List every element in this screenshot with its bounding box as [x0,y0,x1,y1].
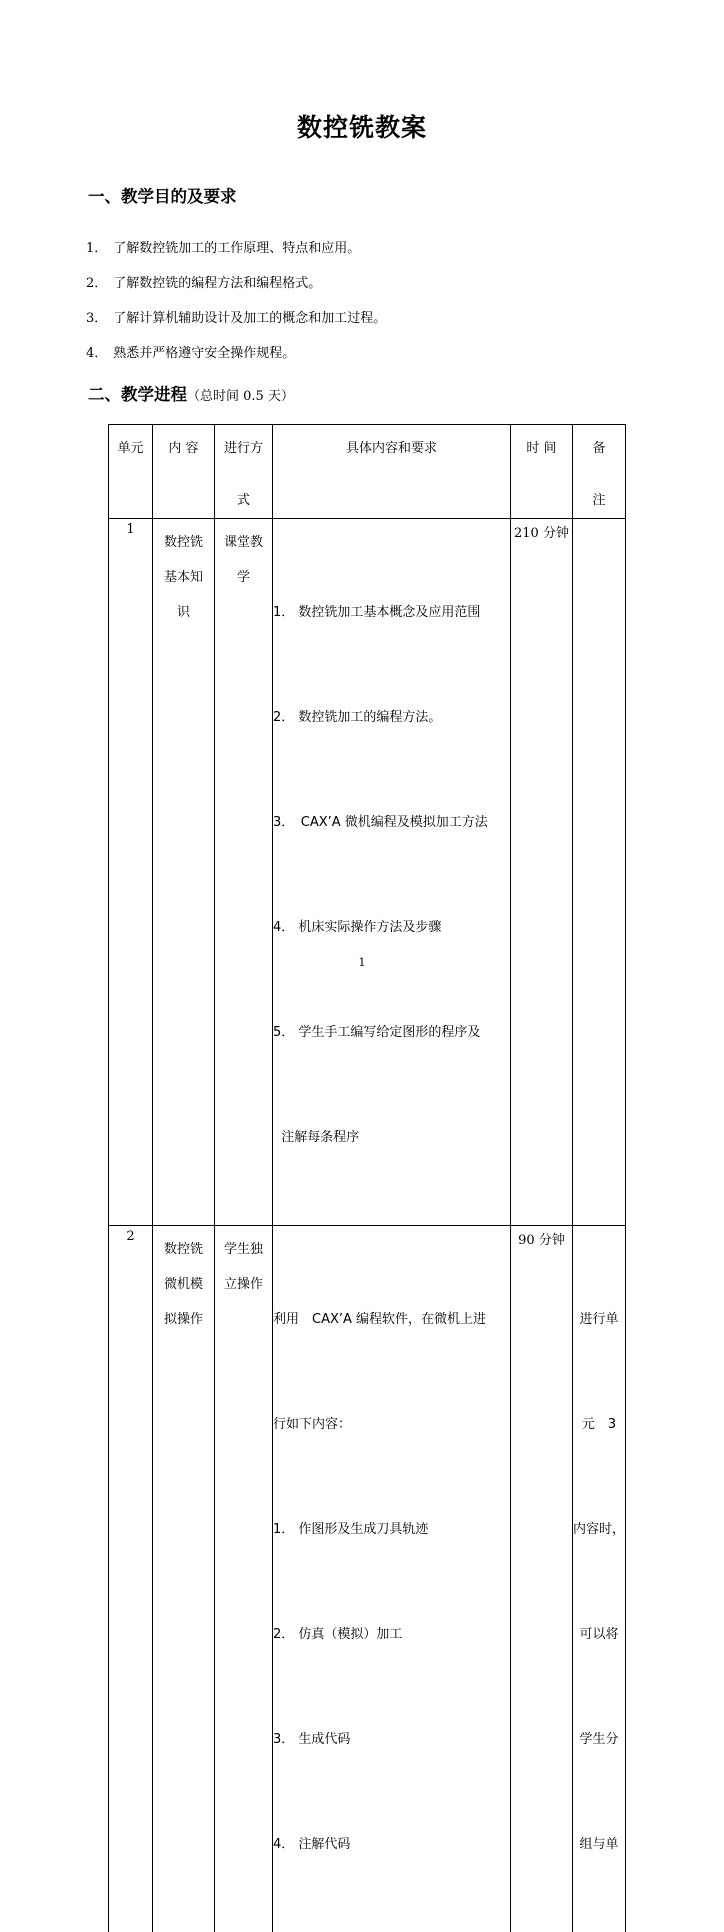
content-line: 基本知 [153,560,214,595]
section-heading-schedule [88,381,294,405]
remark-line: 元 3 [573,1407,625,1442]
method-cell [215,519,273,1226]
content-cell [153,519,215,1226]
remark-line: 可以将 [573,1617,625,1652]
header-content-text: 内 容 [153,425,214,466]
header-remark [573,425,626,519]
method-line: 学 [215,560,272,595]
details-line: 2． 数控铣加工的编程方法。 [273,700,510,735]
remark-line: 进行单 [573,1302,625,1337]
details-line: 2． 仿真（模拟）加工 [273,1617,510,1652]
remark-line: 学生分 [573,1722,625,1757]
objective-item [86,307,386,326]
details-line: 5． 学生手工编写给定图形的程序及 [273,1015,510,1050]
objective-item [86,272,321,291]
page-number: 1 [0,956,724,969]
total-time-note: （总时间 0.5 天） [187,389,294,404]
header-details [273,425,511,519]
unit-number: 2 [109,1226,152,1246]
method-cell [215,1226,273,1932]
document-title: 数控铣教案 [0,108,724,144]
header-time-text: 时 间 [511,425,572,466]
details-line: 3． CAX’A 微机编程及模拟加工方法 [273,805,510,840]
objective-item [86,237,360,256]
objective-text: 了解数控铣加工的工作原理、特点和应用。 [113,241,360,256]
objective-number: 1． [86,241,107,256]
details-line: 4． 注解代码 [273,1827,510,1862]
header-unit [109,425,153,519]
time-value: 90 分钟 [511,1226,572,1252]
table-row [109,1226,626,1932]
details-line: 1． 作图形及生成刀具轨迹 [273,1512,510,1547]
content-cell [153,1226,215,1932]
header-remark-text-2: 注 [573,483,625,518]
details-cell [273,1226,511,1932]
details-line: 4． 机床实际操作方法及步骤 [273,910,510,945]
remark-cell [573,1226,626,1932]
header-method [215,425,273,519]
objective-text: 了解数控铣的编程方法和编程格式。 [113,276,321,291]
content-line: 识 [153,595,214,630]
objective-number: 3． [86,311,107,326]
objective-item [86,342,295,361]
unit-number: 1 [109,519,152,539]
table-header-row [109,425,626,519]
method-line: 学生独 [215,1232,272,1267]
details-line: 行如下内容： [273,1407,510,1442]
header-method-text-2: 式 [215,483,272,518]
content-line: 数控铣 [153,1232,214,1267]
section-heading-text: 二、教学进程 [88,385,187,404]
time-cell [511,519,573,1226]
time-value: 210 分钟 [511,519,572,545]
content-line: 数控铣 [153,525,214,560]
unit-cell [109,519,153,1226]
header-method-text-1: 进行方 [215,425,272,466]
table-row [109,519,626,1226]
remark-line: 内容时， [573,1512,625,1547]
content-line: 拟操作 [153,1302,214,1337]
details-line: 注解每条程序 [273,1120,510,1155]
details-cell [273,519,511,1226]
objective-text: 熟悉并严格遵守安全操作规程。 [113,346,295,361]
remark-cell [573,519,626,1226]
time-cell [511,1226,573,1932]
method-line: 课堂教 [215,525,272,560]
section-heading-objectives: 一、教学目的及要求 [88,183,237,207]
schedule-table [108,424,626,1932]
header-details-text: 具体内容和要求 [273,425,510,466]
header-content [153,425,215,519]
details-line: 1． 数控铣加工基本概念及应用范围 [273,595,510,630]
objective-text: 了解计算机辅助设计及加工的概念和加工过程。 [113,311,386,326]
objective-number: 4． [86,346,107,361]
method-line: 立操作 [215,1267,272,1302]
details-line: 3． 生成代码 [273,1722,510,1757]
header-time [511,425,573,519]
unit-cell [109,1226,153,1932]
header-unit-text: 单元 [109,425,152,466]
remark-line: 组与单 [573,1827,625,1862]
details-line: 利用 CAX’A 编程软件，在微机上进 [273,1302,510,1337]
content-line: 微机模 [153,1267,214,1302]
objective-number: 2． [86,276,107,291]
header-remark-text-1: 备 [573,425,625,466]
